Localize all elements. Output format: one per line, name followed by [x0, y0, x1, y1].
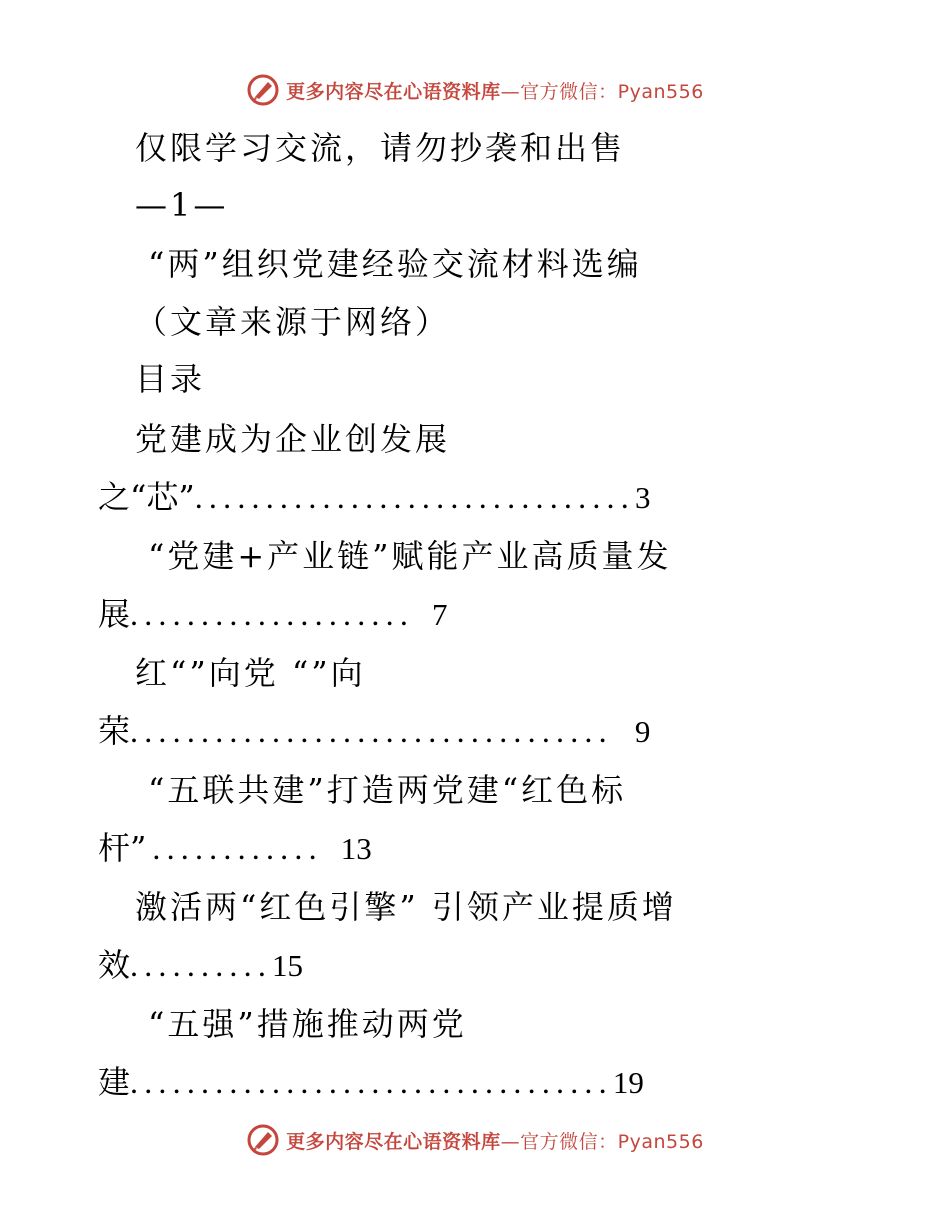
pen-logo-icon — [246, 1123, 280, 1157]
toc-page-number: 9 — [634, 714, 651, 749]
toc-entry-title: 党建成为企业创发展 — [135, 420, 451, 458]
banner-suffix: —官方微信：Pyan556 — [500, 80, 704, 103]
toc-leader-dots: .................... — [130, 596, 415, 632]
banner-suffix: —官方微信：Pyan556 — [500, 1130, 704, 1153]
toc-page-number: 7 — [432, 597, 448, 632]
toc-entry-title: 激活两“红色引擎” 引领产业提质增 — [135, 888, 677, 926]
toc-leader-dots: .................................. — [130, 713, 613, 749]
toc-page-number: 19 — [612, 1065, 644, 1100]
header-banner — [0, 70, 950, 110]
footer-banner — [0, 1120, 950, 1160]
toc-page-number: 3 — [634, 480, 651, 515]
document-title: “两”组织党建经验交流材料选编 — [148, 245, 642, 283]
toc-entry-row[interactable] — [98, 945, 303, 986]
toc-entry-row[interactable] — [98, 594, 448, 635]
pen-logo-icon — [246, 73, 280, 107]
toc-entry-continuation: 之“芯” — [98, 478, 195, 516]
toc-entry-title: “五强”措施推动两党 — [148, 1005, 467, 1043]
toc-entry-row[interactable] — [98, 711, 650, 752]
toc-leader-dots: .......... — [130, 947, 273, 983]
toc-heading: 目录 — [135, 360, 206, 398]
banner-prefix: 更多内容尽在心语资料库 — [286, 80, 501, 103]
banner-prefix: 更多内容尽在心语资料库 — [286, 1130, 501, 1153]
toc-entry-row[interactable] — [98, 1062, 644, 1103]
banner-text — [286, 77, 704, 104]
toc-leader-dots: ............ — [152, 830, 323, 866]
toc-entry-continuation: 建 — [98, 1063, 131, 1101]
toc-entry-continuation: 杆” — [98, 829, 147, 867]
toc-entry-row[interactable] — [98, 828, 372, 869]
toc-entry-title: “五联共建”打造两党建“红色标 — [148, 771, 627, 809]
toc-entry-title: “党建+产业链”赋能产业高质量发 — [148, 537, 672, 575]
toc-entry-continuation: 展 — [98, 595, 131, 633]
notice-text: 仅限学习交流，请勿抄袭和出售 — [135, 129, 626, 167]
toc-page-number: 15 — [272, 948, 304, 983]
source-note: （文章来源于网络） — [135, 303, 451, 341]
toc-entry-title: 红“”向党 “”向 — [135, 654, 366, 692]
banner-text — [286, 1127, 704, 1154]
toc-entry-row[interactable] — [98, 477, 650, 518]
toc-entry-continuation: 荣 — [98, 712, 131, 750]
toc-page-number: 13 — [340, 831, 372, 866]
toc-entry-continuation: 效 — [98, 946, 131, 984]
toc-leader-dots: ............................... — [194, 479, 635, 515]
toc-leader-dots: .................................. — [130, 1064, 613, 1100]
page-marker: —1— — [135, 186, 229, 224]
